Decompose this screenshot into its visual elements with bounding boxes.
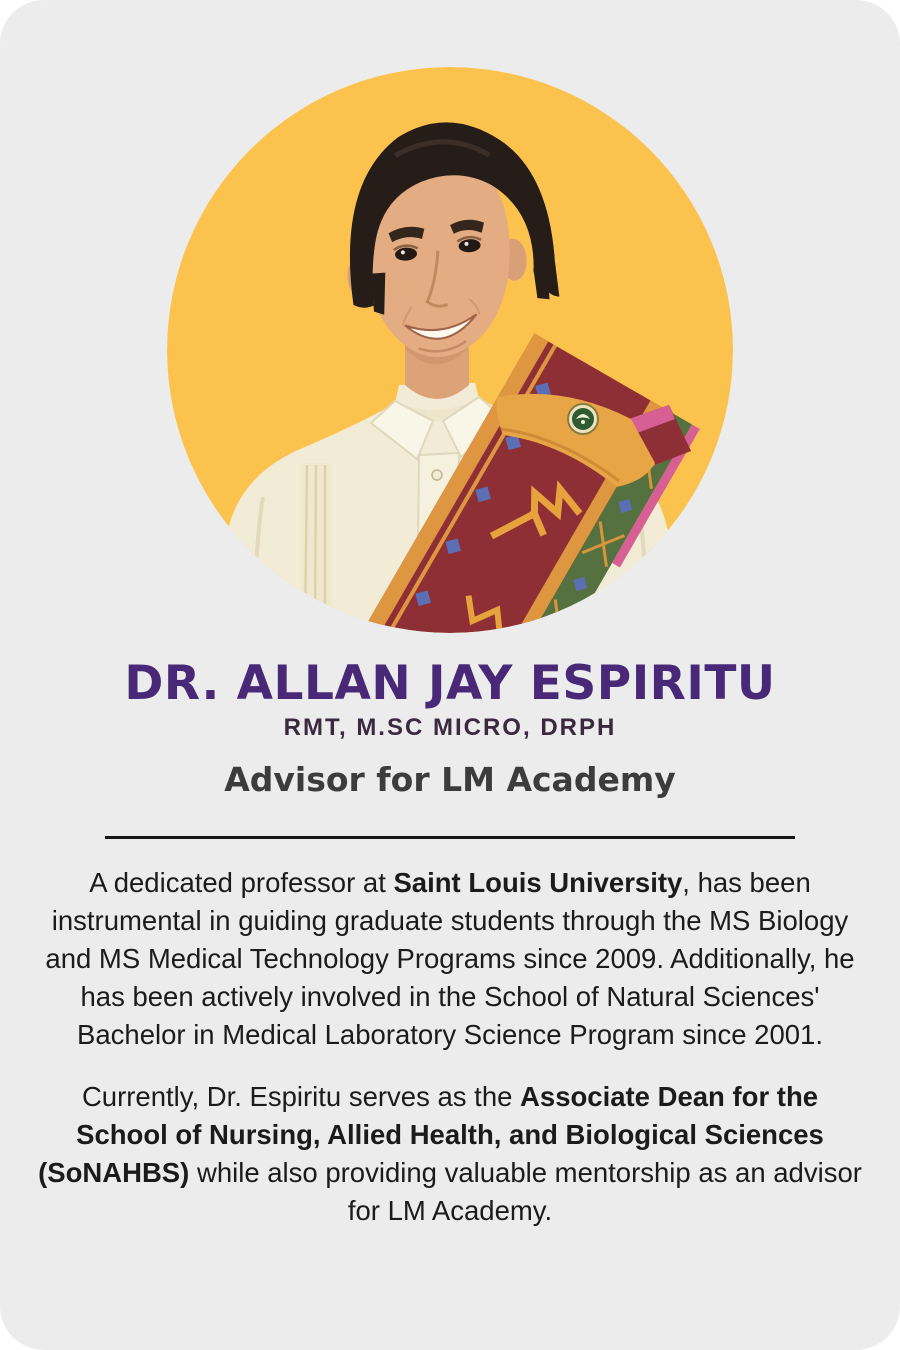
profile-role: Advisor for LM Academy bbox=[224, 760, 676, 799]
portrait-illustration bbox=[167, 67, 733, 633]
profile-photo bbox=[167, 67, 733, 633]
bio-paragraph-2: Currently, Dr. Espiritu serves as the Associate Dean for the School of Nursing, Allied Health, and Biological Sciences (SoNAHBS) while also providing valuable mentorship as an advisor for LM Academy. bbox=[38, 1081, 862, 1226]
profile-credentials: RMT, M.SC MICRO, DRPH bbox=[283, 714, 617, 741]
divider-line bbox=[105, 836, 795, 839]
profile-name: DR. ALLAN JAY ESPIRITU bbox=[124, 656, 776, 711]
bio-section bbox=[33, 864, 867, 1230]
bio-paragraph-1: A dedicated professor at Saint Louis University, has been instrumental in guiding graduate students through the MS Biology and MS Medical Technology Programs since 2009. Additionally, he has been actively involved in the School of Natural Sciences' Bachelor in Medical Laboratory Science Program since 2001. bbox=[45, 867, 855, 1050]
